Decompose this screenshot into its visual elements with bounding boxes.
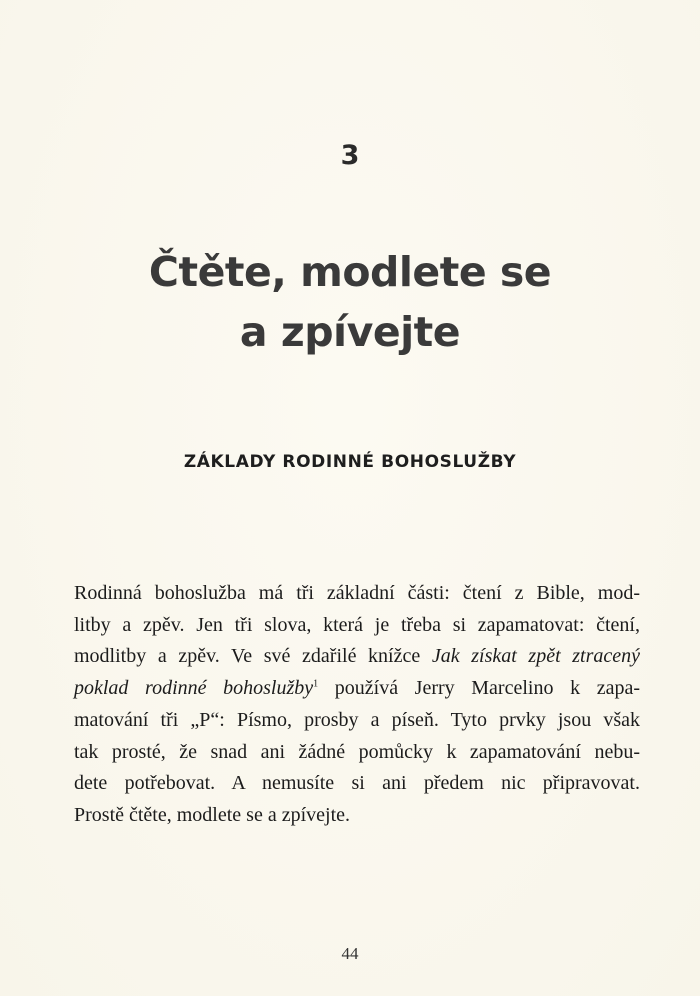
body-line: matování tři „P“: Písmo, prosby a píseň. Tyto prvky jsou však (74, 708, 640, 731)
body-paragraph (74, 578, 640, 832)
body-line: dete potřebovat. A nemusíte si ani předem nic připravovat. (74, 772, 640, 795)
section-heading: ZÁKLADY RODINNÉ BOHOSLUŽBY (183, 452, 517, 472)
book-title-italic: Jak získat zpět ztracený (431, 645, 641, 668)
chapter-title-line-2: a zpívejte (239, 308, 461, 356)
body-line: Prostě čtěte, modlete se a zpívejte. (74, 803, 351, 826)
body-line (74, 641, 640, 673)
body-line: Rodinná bohoslužba má tři základní části: čtení z Bible, mod- (74, 582, 640, 604)
body-line (74, 673, 640, 705)
book-title-italic: poklad rodinné bohoslužby (74, 677, 314, 700)
page-number: 44 (341, 944, 359, 963)
body-text-run: používá Jerry Marcelino k zapa- (318, 677, 640, 700)
footnote-ref[interactable]: 1 (313, 678, 319, 690)
chapter-title (0, 242, 700, 362)
chapter-title-line-1: Čtěte, modlete se (148, 248, 552, 296)
chapter-number: 3 (340, 140, 360, 171)
body-line: tak prosté, že snad ani žádné pomůcky k zapamatování nebu- (74, 740, 640, 763)
body-text-run: modlitby a zpěv. Ve své zdařilé knížce (74, 645, 432, 668)
body-line: litby a zpěv. Jen tři slova, která je třeba si zapamatovat: čtení, (74, 613, 640, 636)
